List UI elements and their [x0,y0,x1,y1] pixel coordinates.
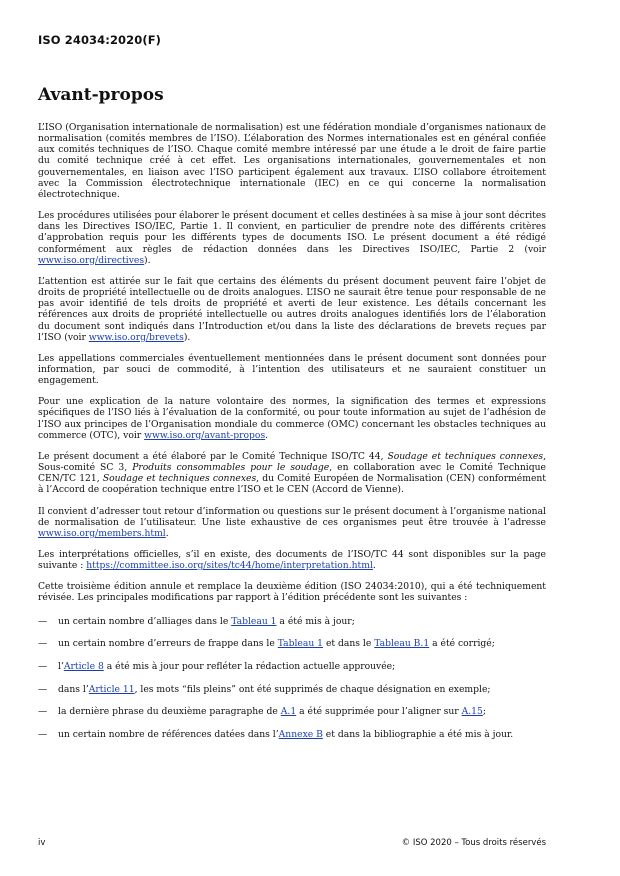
list-text: un certain nombre d’alliages dans le [58,615,232,627]
tableau-b1-link[interactable]: Tableau B.1 [374,638,430,650]
interpretation-link[interactable]: https://committee.iso.org/sites/tc44/home/interpretation.html [86,560,373,572]
patents-link[interactable]: www.iso.org/brevets [88,331,184,343]
dash-bullet: — [38,638,48,650]
dash-bullet: — [38,615,48,627]
paragraph-text: . [265,429,269,441]
page-number: iv [38,838,46,848]
list-text: , les mots “fils pleins” ont été supprimés de chaque désignation en exemple; [134,683,491,695]
list-text: dans l’ [58,683,89,695]
paragraph-interpretations [38,549,546,571]
changes-list [38,616,546,740]
paragraph-text: ). [183,331,191,343]
dash-bullet: — [38,683,48,695]
paragraph-text: Cette troisième édition annule et remplace la deuxième édition (ISO 24034:2010), qui a été techniquement révisée. Les principales modifications par rapport à l’édition précédente sont les suivantes : [38,581,546,604]
paragraph-text: ). [144,254,151,266]
list-item-text [58,706,546,717]
paragraph-text: L’ISO (Organisation internationale de normalisation) est une fédération mondiale d’organismes nationaux de normalisation (comités membres de l’ISO). L’élaboration des Normes internationales est en général confiée aux comités techniques de l’ISO. Chaque comité membre intéressé par une étude a le droit de faire partie du comité technique créé à cet effet. Les organisations internationales, gouvernementales et non gouvernementales, en liaison avec l’ISO participent également aux travaux. L’ISO collabore étroitement avec la Commission électrotechnique internationale (IEC) en ce qui concerne la normalisation électrotechnique. [38,122,546,200]
annexe-b-link[interactable]: Annexe B [278,728,323,740]
paragraph-text: , du Comité Européen de Normalisation (CEN) conformément à l’Accord de coopération technique entre l’ISO et le CEN (Accord de Vienne). [38,473,546,496]
annex-a1-link[interactable]: A.1 [280,706,297,718]
list-item [38,638,546,649]
paragraph-text: , en collaboration avec le Comité Technique CEN/TC 121, [38,462,546,485]
list-item [38,616,546,627]
paragraph-feedback [38,506,546,539]
list-item [38,706,546,717]
list-text: et dans le [323,638,375,650]
list-text: ; [482,706,486,718]
paragraph-text: Il convient d’adresser tout retour d’information ou questions sur le présent document à l’organisme national de normalisation de l’utilisateur. Une liste exhaustive de ces organismes peut être trouvée à l’adresse [38,505,546,528]
list-item-text [58,661,546,672]
list-item [38,729,546,740]
paragraph-iso-intro [38,122,546,200]
paragraph-text: Les procédures utilisées pour élaborer le présent document et celles destinées à sa mise à jour sont décrites dans les Directives ISO/IEC, Partie 1. Il convient, en particulier de prendre note des différents critères d’approbation requis pour les différents types de documents ISO. Le présent document a été rédigé conformément aux règles de rédaction données dans les Directives ISO/IEC, Partie 2 (voir [38,210,546,255]
paragraph-edition [38,581,546,603]
dash-bullet: — [38,706,48,718]
list-item-text [58,616,546,627]
paragraph-voluntary-nature [38,396,546,441]
list-item [38,661,546,672]
paragraph-text: Les appellations commerciales éventuellement mentionnées dans le présent document sont données pour information, par souci de commodité, à l’intention des utilisateurs et ne sauraient constituer un engagement. [38,352,546,387]
section-title: Avant-propos [38,85,164,105]
foreword-link[interactable]: www.iso.org/avant-propos [144,429,266,441]
list-text: un certain nombre de références datées dans l’ [58,728,279,740]
paragraph-procedures [38,210,546,266]
list-text: la dernière phrase du deuxième paragraphe de [58,706,281,718]
paragraph-patents [38,276,546,343]
copyright-notice: © ISO 2020 – Tous droits réservés [401,838,546,848]
tableau-1-link[interactable]: Tableau 1 [231,615,277,627]
list-text: a été mis à jour; [276,615,355,627]
list-text: a été corrigé; [429,638,495,650]
list-text: a été supprimée pour l’aligner sur [296,706,462,718]
cen-committee-title-italic: Soudage et techniques connexes [102,473,257,485]
article-8-link[interactable]: Article 8 [63,660,104,672]
paragraph-text: Les interprétations officielles, s’il en existe, des documents de l’ISO/TC 44 sont disponibles sur la page suivante : [38,549,546,572]
subcommittee-title-italic: Produits consommables pour le soudage [132,462,330,474]
list-text: et dans la bibliographie a été mis à jour. [322,728,514,740]
paragraph-committee [38,451,546,496]
document-id-header: ISO 24034:2020(F) [38,33,162,47]
dash-bullet: — [38,660,48,672]
directives-link[interactable]: www.iso.org/directives [38,254,145,266]
list-item-text [58,638,546,649]
list-text: l’ [58,660,64,672]
paragraph-trade-names [38,353,546,386]
paragraph-text: Le présent document a été élaboré par le Comité Technique ISO/TC 44, [38,450,388,462]
list-text: un certain nombre d’erreurs de frappe dans le [58,638,278,650]
list-text: a été mis à jour pour refléter la rédaction actuelle approuvée; [103,660,396,672]
list-item-text [58,729,546,740]
members-link[interactable]: www.iso.org/members.html [38,527,166,539]
paragraph-text: . [372,560,376,572]
paragraph-text: L’attention est attirée sur le fait que certains des éléments du présent document peuvent faire l’objet de droits de propriété intellectuelle ou de droits analogues. L’ISO ne saurait être tenue pour responsable de ne pas avoir identifié de tels droits de propriété et averti de leur existence. Les détails concernant les références aux droits de propriété intellectuelle ou autres droits analogues identifiés lors de l’élaboration du document sont indiqués dans l’Introduction et/ou dans la liste des déclarations de brevets reçues par l’ISO (voir [38,275,546,343]
annex-a15-link[interactable]: A.15 [461,706,483,718]
tableau-1-link[interactable]: Tableau 1 [277,638,324,650]
paragraph-text: . [165,527,169,539]
list-item [38,684,546,695]
foreword-body [38,122,546,752]
dash-bullet: — [38,728,48,740]
committee-title-italic: Soudage et techniques connexes [387,450,544,462]
article-11-link[interactable]: Article 11 [88,683,135,695]
paragraph-text: , Sous-comité SC 3, [38,450,547,474]
list-item-text [58,684,546,695]
paragraph-text: Pour une explication de la nature volontaire des normes, la signification des termes et expressions spécifiques de l’ISO liés à l’évaluation de la conformité, ou pour toute information au sujet de l’adhésion de l’ISO aux principes de l’Organisation mondiale du commerce (OMC) concernant les obstacles techniques au commerce (OTC), voir [38,396,546,441]
